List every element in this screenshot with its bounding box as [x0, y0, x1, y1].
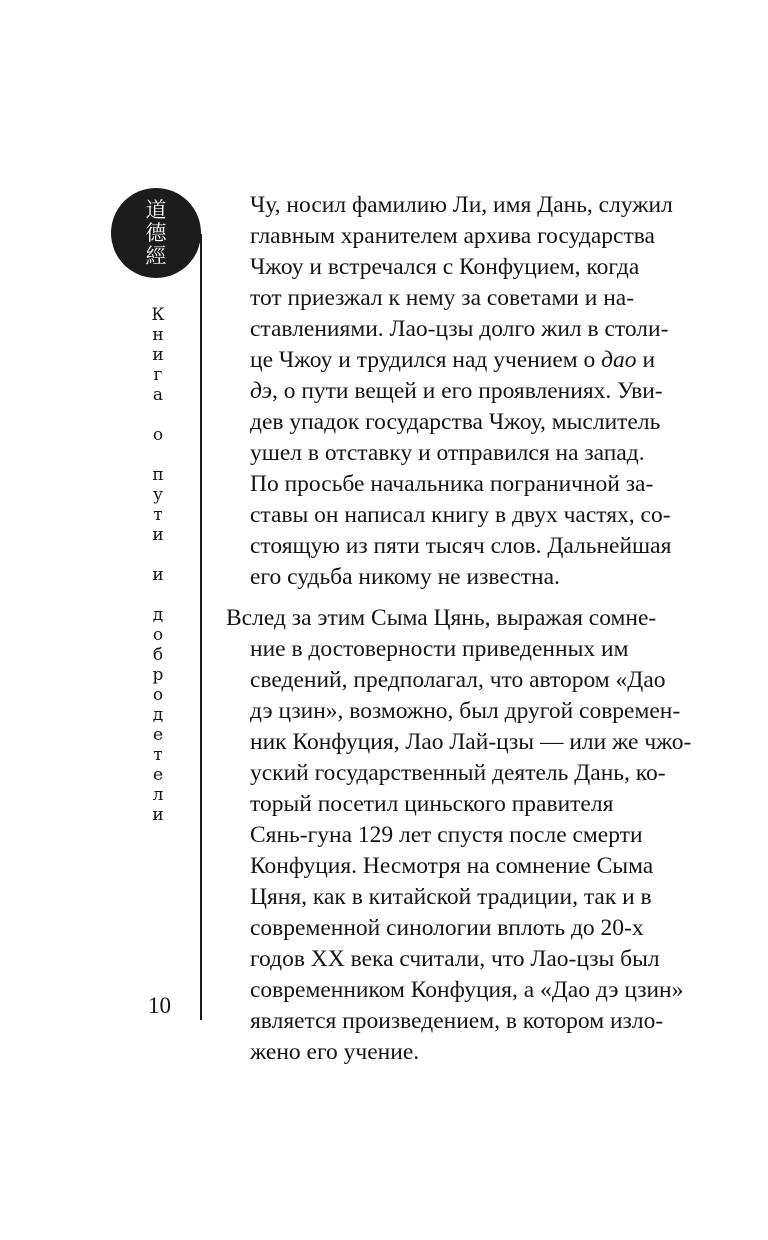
- text-line: современником Конфуция, а «Дао дэ цзин»: [250, 977, 684, 1003]
- text-segment: По просьбе начальника пограничной за-: [250, 471, 654, 497]
- text-line: [226, 252, 676, 283]
- text-line: Вслед за этим Сыма Цянь, выражая сомне-: [226, 605, 657, 631]
- side-title-letter: и: [152, 805, 164, 825]
- body-text: [226, 190, 692, 1068]
- margin-rule: [200, 234, 202, 1020]
- text-line: Цяня, как в китайской традиции, так и в: [250, 884, 652, 910]
- text-line: является произведением, в котором изло-: [250, 1008, 664, 1034]
- side-title-letter: К: [151, 305, 165, 325]
- side-title-letter: о: [152, 625, 164, 645]
- text-segment: его судьба никому не известна.: [250, 564, 560, 590]
- vertical-book-title: [140, 305, 176, 825]
- text-line: Конфуция. Несмотря на сомнение Сыма: [250, 853, 654, 879]
- text-line: дэ цзин», возможно, был другой современ-: [250, 698, 681, 724]
- side-title-letter: п: [152, 465, 164, 485]
- side-title-letter: р: [152, 665, 164, 685]
- text-line: ник Конфуция, Лао Лай-цзы — или же чжо-: [250, 729, 692, 755]
- text-line: [226, 190, 676, 221]
- side-title-letter: т: [153, 745, 163, 765]
- side-title-letter: о: [152, 685, 164, 705]
- side-title-letter: и: [152, 345, 164, 365]
- side-title-letter: л: [152, 785, 164, 805]
- emblem-char: 德: [145, 220, 167, 245]
- text-segment: ушел в отставку и отправился на запад.: [250, 440, 645, 466]
- text-segment: главным хранителем архива государства: [250, 223, 655, 249]
- emblem-char: 道: [145, 197, 167, 222]
- text-segment: стоящую из пяти тысяч слов. Дальнейшая: [250, 533, 672, 559]
- text-segment: Чжоу и встречался с Конфуцием, когда: [250, 254, 640, 280]
- text-segment: , о пути вещей и его проявлениях. Уви-: [271, 378, 663, 404]
- side-title-letter: б: [152, 645, 164, 665]
- side-title-letter: [140, 585, 176, 605]
- side-title-letter: у: [152, 485, 163, 505]
- emblem-char: 經: [145, 243, 167, 268]
- text-line: [226, 469, 676, 500]
- side-title-letter: г: [153, 365, 163, 385]
- text-line: [226, 314, 676, 345]
- text-line: уский государственный деятель Дань, ко-: [250, 760, 666, 786]
- text-line: [226, 438, 676, 469]
- text-segment: дев упадок государства Чжоу, мыслитель: [250, 409, 661, 435]
- side-title-letter: д: [152, 705, 164, 725]
- side-title-letter: и: [152, 565, 164, 585]
- text-line: [226, 500, 676, 531]
- text-segment: и: [636, 347, 656, 373]
- side-title-letter: е: [152, 765, 164, 785]
- text-segment: це Чжоу и трудился над учением о: [250, 347, 602, 373]
- side-title-letter: [140, 545, 176, 565]
- side-title-letter: д: [152, 605, 164, 625]
- page-number: 10: [148, 993, 171, 1018]
- text-segment: тот приезжал к нему за советами и на-: [250, 285, 635, 311]
- text-line: [226, 221, 676, 252]
- side-title-letter: н: [152, 325, 164, 345]
- italic-term: дао: [601, 347, 637, 373]
- tao-te-ching-emblem: [111, 188, 201, 278]
- side-title-letter: о: [152, 425, 164, 445]
- text-line: торый посетил циньского правителя: [250, 791, 614, 817]
- side-title-letter: е: [152, 725, 164, 745]
- text-line: [226, 283, 676, 314]
- text-segment: Чу, носил фамилию Ли, имя Дань, служил: [250, 192, 673, 218]
- side-title-letter: и: [152, 525, 164, 545]
- side-title-letter: [140, 445, 176, 465]
- text-line: ние в достоверности приведенных им: [250, 636, 629, 662]
- text-line: годов XX века считали, что Лао-цзы был: [250, 946, 660, 972]
- text-line: [226, 531, 676, 562]
- paragraph-2: [226, 603, 692, 1068]
- text-line: современной синологии вплоть до 20-х: [250, 915, 644, 941]
- text-segment: ставы он написал книгу в двух частях, со-: [250, 502, 671, 528]
- italic-term: дэ: [250, 378, 272, 404]
- text-segment: ставлениями. Лао-цзы долго жил в столи-: [250, 316, 669, 342]
- text-line: [226, 345, 676, 376]
- paragraph-1: [226, 190, 676, 593]
- side-title-letter: [140, 405, 176, 425]
- text-line: Сянь-гуна 129 лет спустя после смерти: [250, 822, 643, 848]
- side-title-letter: а: [152, 385, 164, 405]
- side-title-letter: т: [153, 505, 163, 525]
- text-line: жено его учение.: [250, 1039, 420, 1065]
- text-line: сведений, предполагал, что автором «Дао: [250, 667, 666, 693]
- text-line: [226, 407, 676, 438]
- text-line: [226, 376, 676, 407]
- text-line: [226, 562, 676, 593]
